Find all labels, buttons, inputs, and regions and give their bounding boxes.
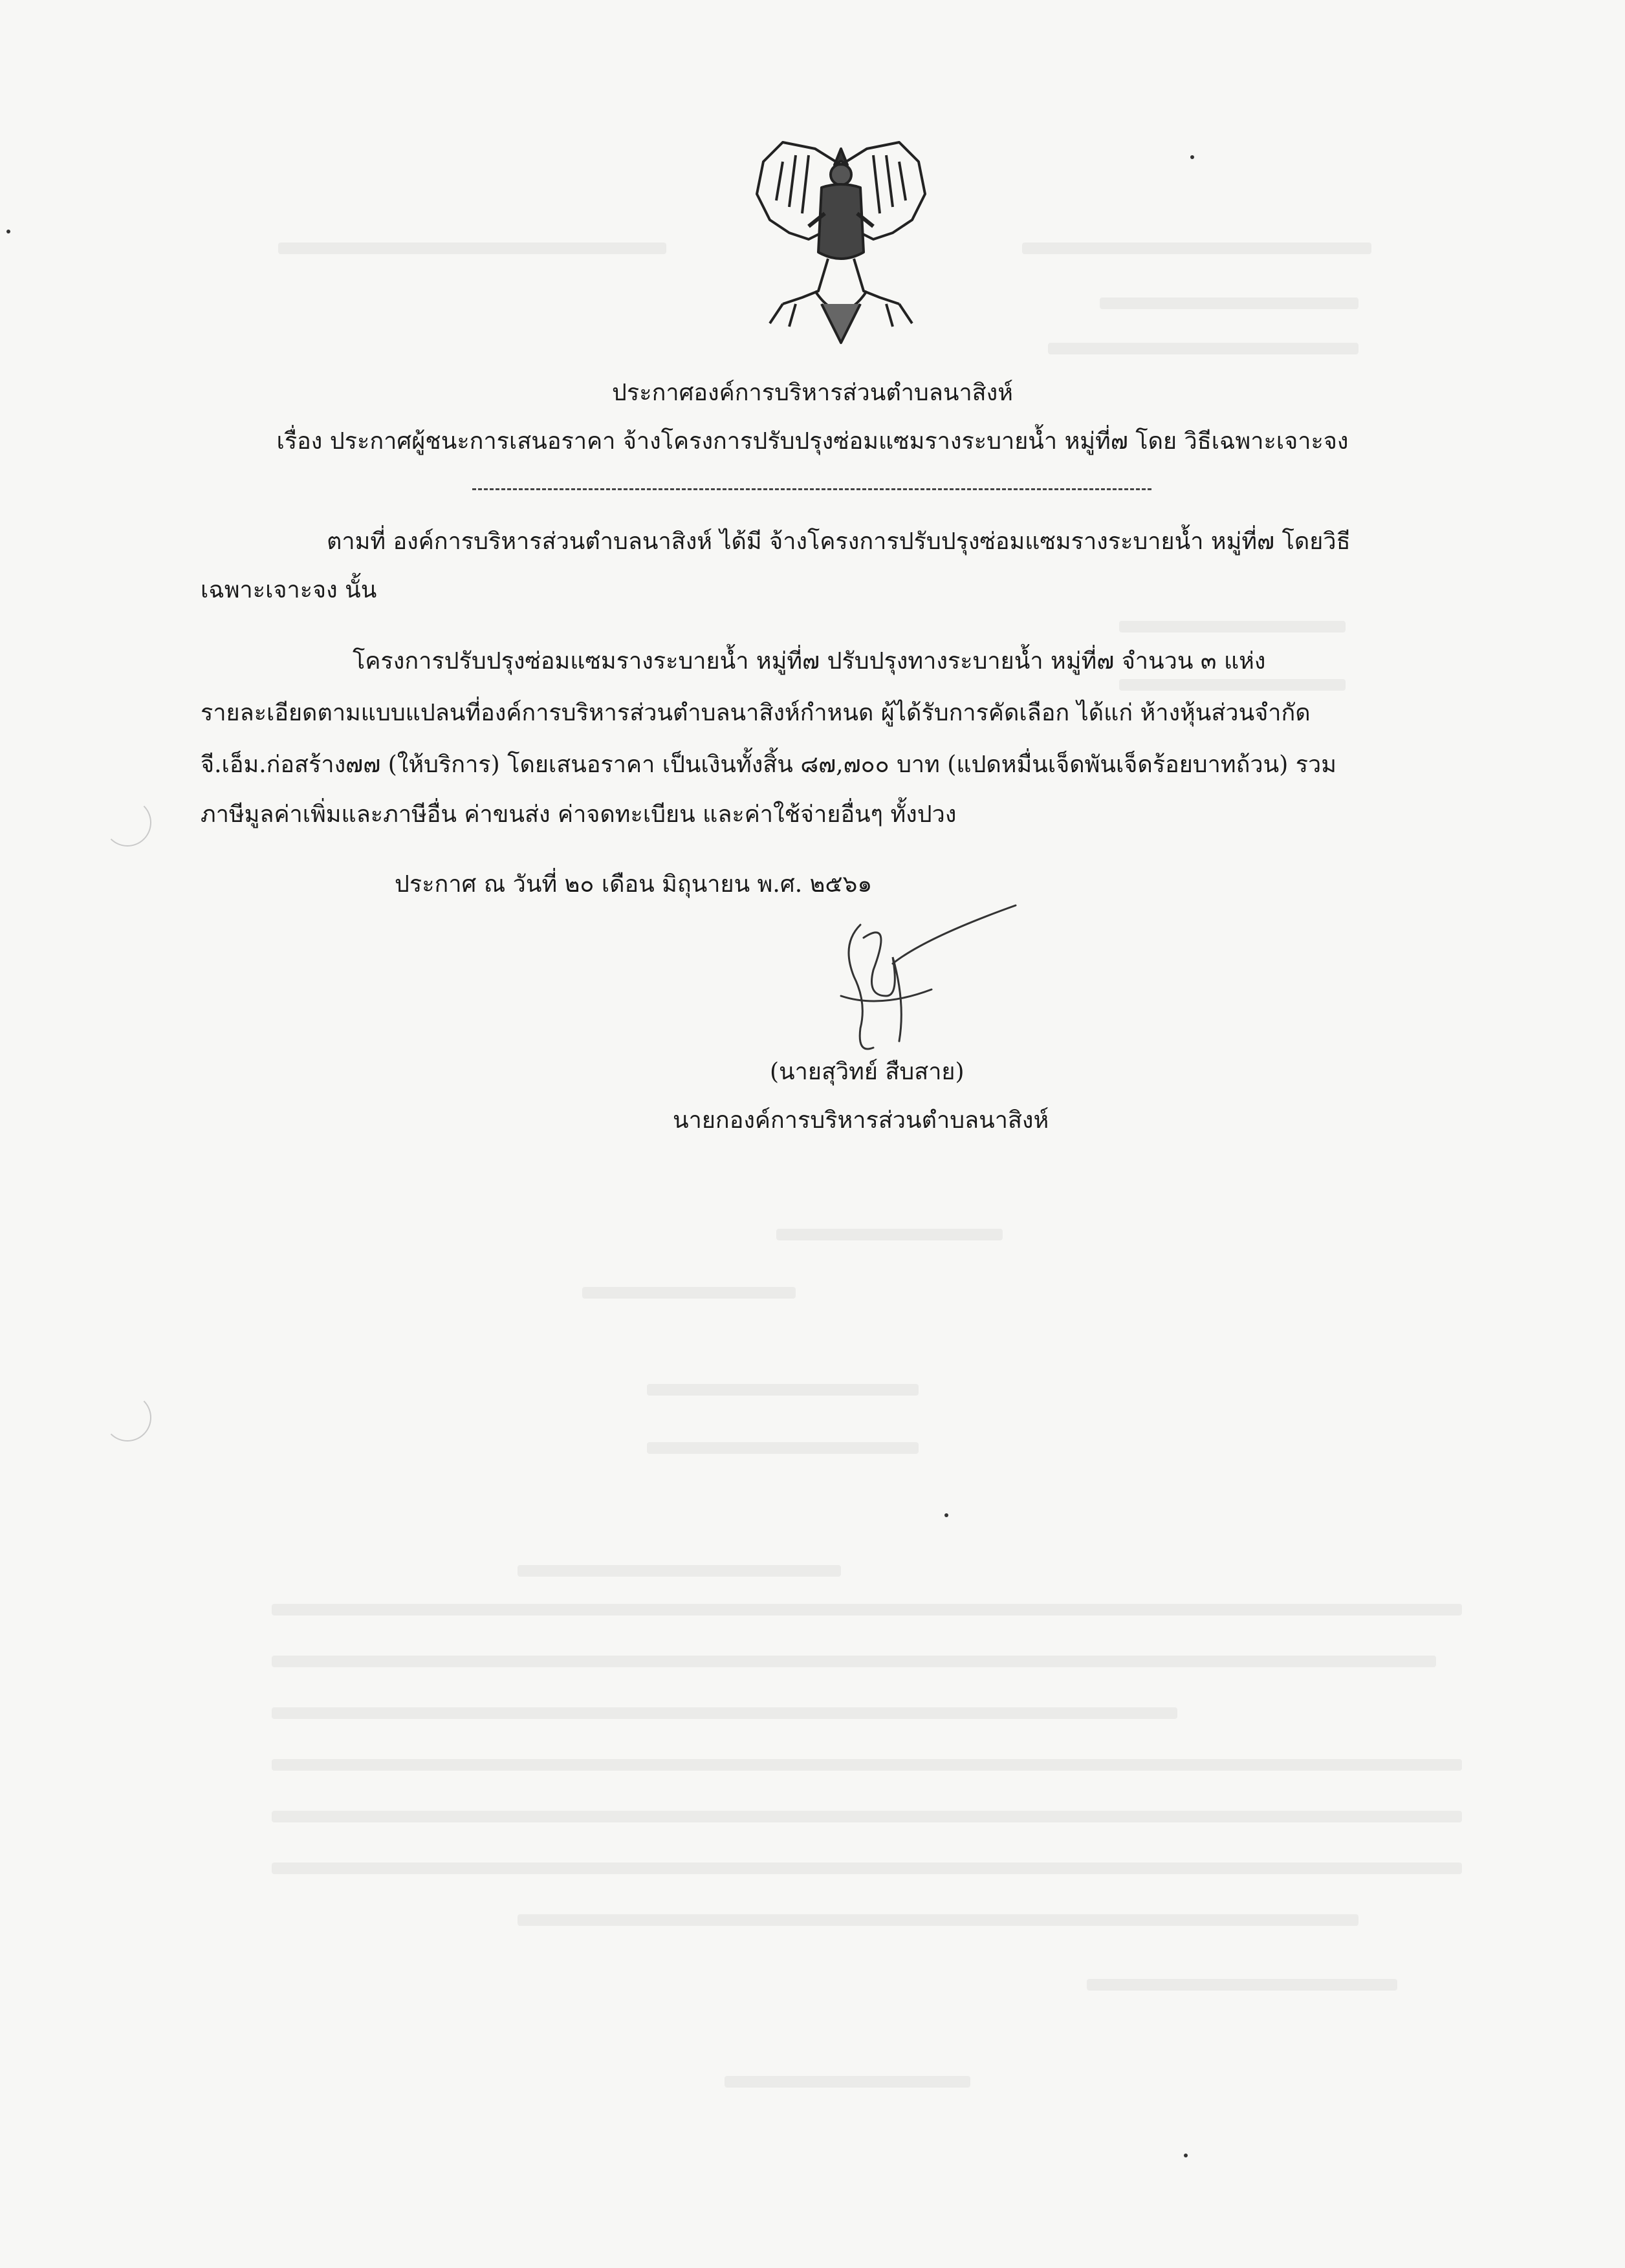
show-through-mark — [272, 1759, 1462, 1771]
paragraph-2-line-1: โครงการปรับปรุงซ่อมแซมรางระบายน้ำ หมู่ที่๗ ปรับปรุงทางระบายน้ำ หมู่ที่๗ จำนวน ๓ แห่ง — [353, 648, 1266, 675]
signatory-name: (นายสุวิทย์ สืบสาย) — [770, 1059, 965, 1085]
show-through-mark — [272, 1656, 1436, 1667]
announcement-subject: เรื่อง ประกาศผู้ชนะการเสนอราคา จ้างโครงการปรับปรุงซ่อมแซมรางระบายน้ำ หมู่ที่๗ โดย วิธีเฉพาะเจาะจง — [276, 428, 1349, 455]
show-through-mark — [278, 243, 666, 254]
scan-speck — [1190, 155, 1194, 159]
punch-hole-mark — [104, 1394, 151, 1442]
show-through-mark — [1119, 679, 1346, 691]
scan-speck — [1184, 2154, 1188, 2157]
show-through-mark — [582, 1287, 796, 1299]
paragraph-1-line-2: เฉพาะเจาะจง นั้น — [201, 577, 377, 603]
punch-hole-mark — [104, 799, 151, 847]
show-through-mark — [1119, 621, 1346, 632]
scan-speck — [6, 230, 10, 233]
show-through-mark — [647, 1442, 919, 1454]
paragraph-1-line-1: ตามที่ องค์การบริหารส่วนตำบลนาสิงห์ ได้มี จ้างโครงการปรับปรุงซ่อมแซมรางระบายน้ำ หมู่ที่๗ โดยวิธี — [327, 528, 1351, 555]
signatory-position: นายกองค์การบริหารส่วนตำบลนาสิงห์ — [673, 1107, 1049, 1134]
show-through-mark — [272, 1707, 1177, 1719]
divider — [472, 488, 1151, 490]
show-through-mark — [1100, 297, 1358, 309]
paragraph-2-line-3: จี.เอ็ม.ก่อสร้าง๗๗ (ให้บริการ) โดยเสนอราคา เป็นเงินทั้งสิ้น ๘๗,๗๐๐ บาท (แปดหมื่นเจ็ดพันเจ็ดร้อยบาทถ้วน) รวม — [201, 751, 1336, 778]
show-through-mark — [272, 1863, 1462, 1874]
announcement-date: ประกาศ ณ วันที่ ๒๐ เดือน มิถุนายน พ.ศ. ๒๕๖๑ — [395, 871, 873, 898]
garuda-emblem-icon — [744, 136, 938, 349]
scan-speck — [944, 1513, 948, 1517]
show-through-mark — [1048, 343, 1358, 354]
handwritten-signature — [802, 899, 1022, 1067]
show-through-mark — [272, 1811, 1462, 1822]
show-through-mark — [725, 2076, 970, 2088]
show-through-mark — [1022, 243, 1371, 254]
show-through-mark — [647, 1384, 919, 1396]
paragraph-2-line-4: ภาษีมูลค่าเพิ่มและภาษีอื่น ค่าขนส่ง ค่าจดทะเบียน และค่าใช้จ่ายอื่นๆ ทั้งปวง — [201, 801, 957, 828]
show-through-mark — [1087, 1979, 1397, 1991]
paragraph-2-line-2: รายละเอียดตามแบบแปลนที่องค์การบริหารส่วนตำบลนาสิงห์กำหนด ผู้ได้รับการคัดเลือก ได้แก่ ห้างหุ้นส่วนจำกัด — [201, 700, 1311, 726]
show-through-mark — [776, 1229, 1003, 1240]
show-through-mark — [272, 1604, 1462, 1615]
show-through-mark — [518, 1914, 1358, 1926]
show-through-mark — [518, 1565, 841, 1577]
announcement-title: ประกาศองค์การบริหารส่วนตำบลนาสิงห์ — [612, 380, 1013, 406]
